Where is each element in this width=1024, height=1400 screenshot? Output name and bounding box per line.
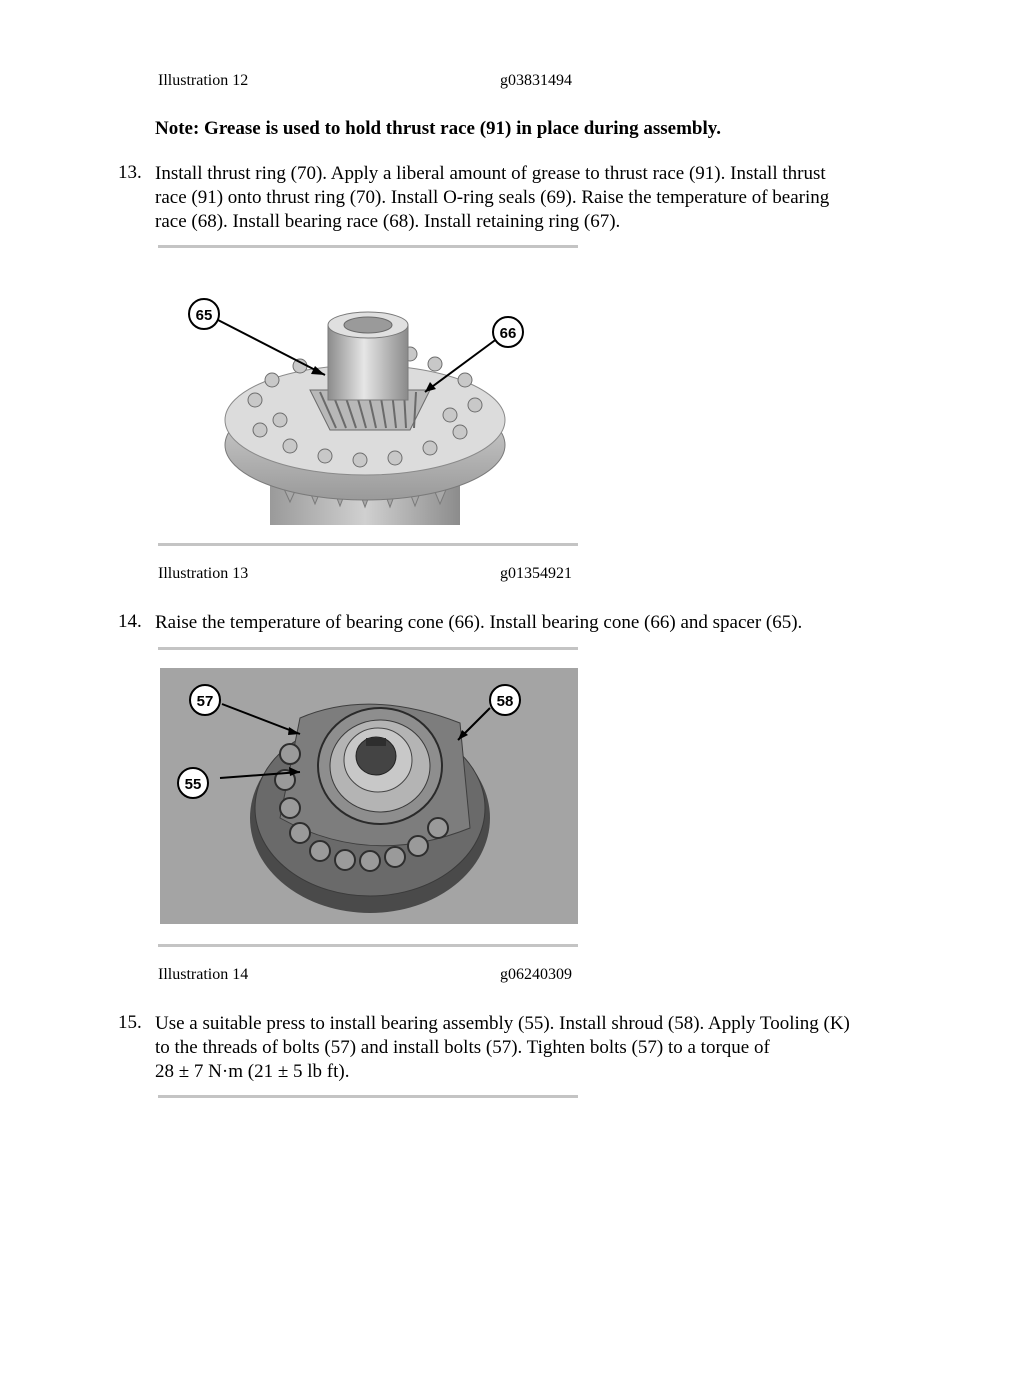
step-15-bottom-rule	[158, 1095, 578, 1098]
illustration-13-code: g01354921	[500, 565, 572, 582]
step-13-line-3: race (68). Install bearing race (68). Install retaining ring (67).	[155, 211, 621, 232]
figure-14-bearing-photo	[160, 668, 578, 924]
step-13-line-2: race (91) onto thrust ring (70). Install O-ring seals (69). Raise the temperature of bearing	[155, 187, 830, 208]
callout-66-label: 66	[499, 325, 517, 342]
figure-14-top-rule	[158, 647, 578, 650]
step-15-line-2: to the threads of bolts (57) and install bolts (57). Tighten bolts (57) to a torque of	[155, 1037, 770, 1058]
figure-14-bottom-rule	[158, 944, 578, 947]
step-15-line-3: 28 ± 7 N·m (21 ± 5 lb ft).	[155, 1061, 350, 1082]
step-14-number: 14.	[118, 611, 142, 632]
callout-65-label: 65	[195, 307, 213, 324]
step-13-line-1: Install thrust ring (70). Apply a liberal amount of grease to thrust race (91). Install thrust	[155, 163, 826, 184]
step-13-text	[155, 162, 925, 234]
assembly-note: Note: Grease is used to hold thrust race (91) in place during assembly.	[155, 118, 721, 139]
step-13-number: 13.	[118, 162, 142, 183]
illustration-14-code: g06240309	[500, 966, 572, 983]
illustration-12-label: Illustration 12	[158, 72, 249, 89]
figure-13-gear-image	[160, 280, 580, 525]
illustration-12-code: g03831494	[500, 72, 572, 89]
step-14-text	[155, 611, 925, 635]
figure-13-bottom-rule	[158, 543, 578, 546]
step-15-line-1: Use a suitable press to install bearing assembly (55). Install shroud (58). Apply Tooling (K)	[155, 1013, 850, 1034]
step-14-line-1: Raise the temperature of bearing cone (66). Install bearing cone (66) and spacer (65).	[155, 612, 803, 633]
callout-58-label: 58	[496, 693, 514, 710]
illustration-13-label: Illustration 13	[158, 565, 249, 582]
callout-57-label: 57	[196, 693, 214, 710]
figure-13-top-rule	[158, 245, 578, 248]
illustration-14-label: Illustration 14	[158, 966, 249, 983]
step-15-text	[155, 1012, 925, 1084]
step-15-number: 15.	[118, 1012, 142, 1033]
callout-55-label: 55	[184, 776, 202, 793]
